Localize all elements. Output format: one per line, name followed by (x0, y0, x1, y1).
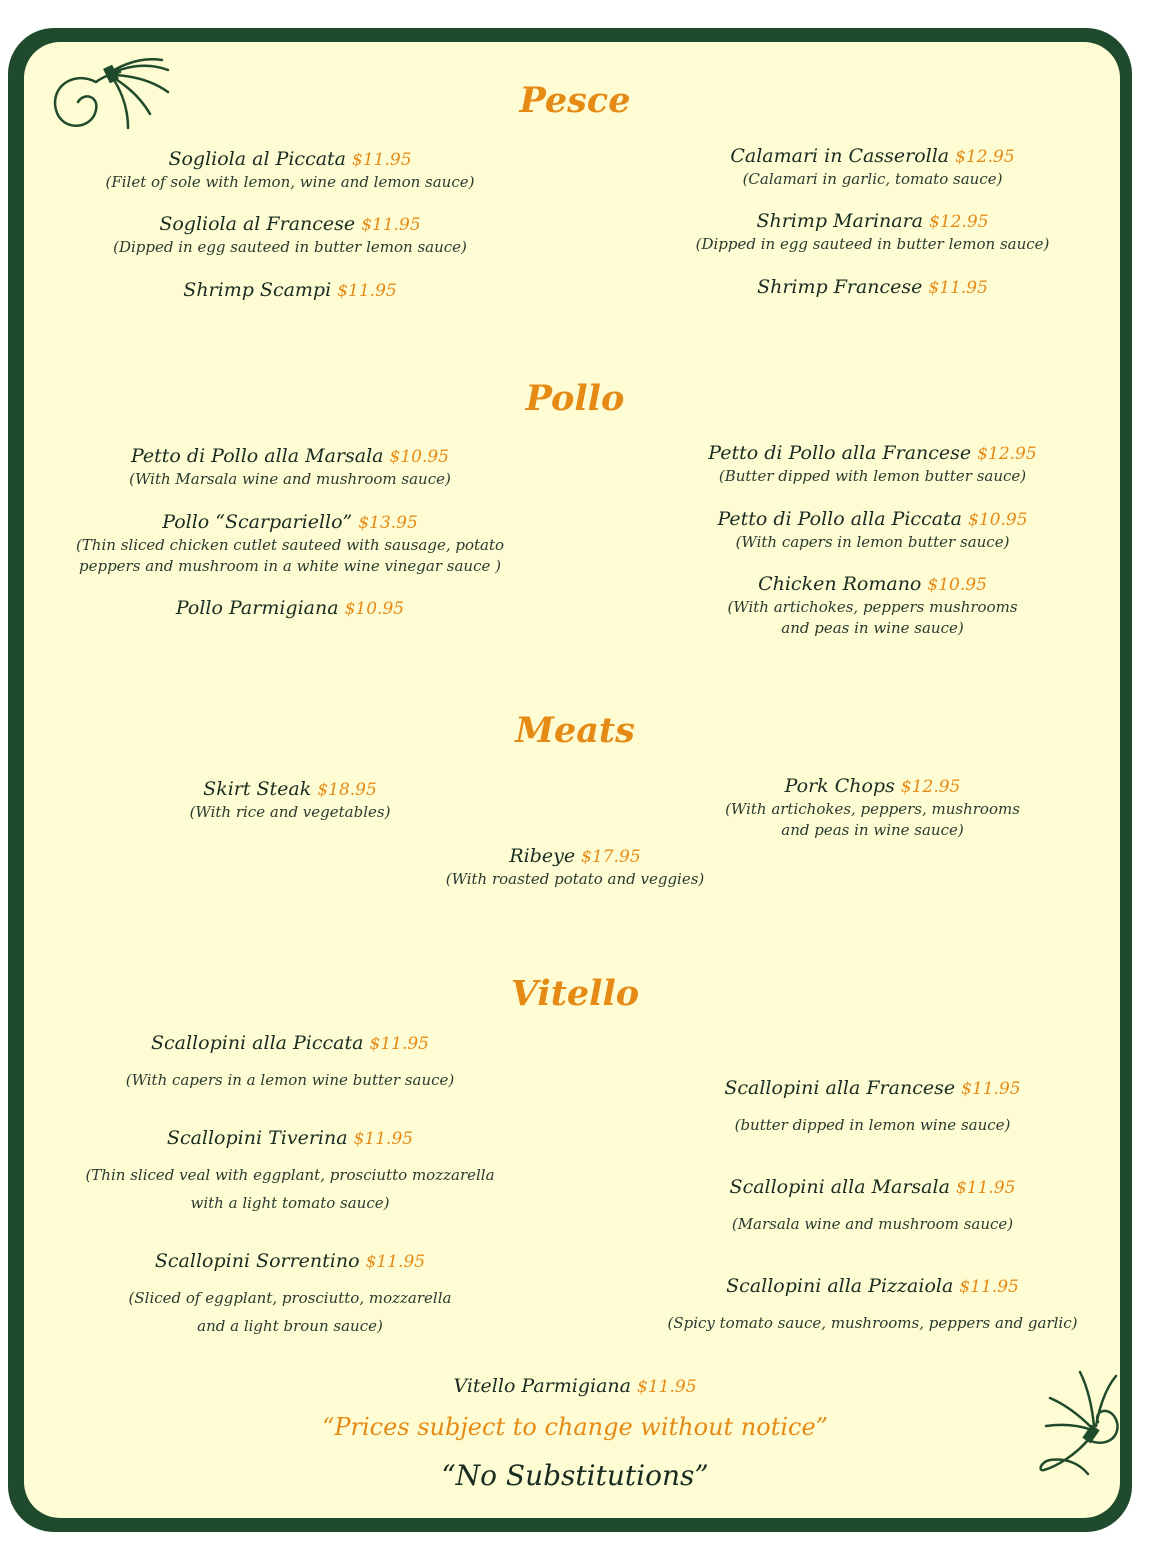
item-name: Sogliola al Francese (159, 213, 356, 235)
item-description: and a light broun sauce) (197, 1317, 383, 1335)
item-name: Shrimp Scampi (183, 279, 332, 301)
item-name: Pork Chops (784, 775, 895, 797)
item-description: (Marsala wine and mushroom sauce) (731, 1215, 1014, 1233)
menu-item (600, 209, 1145, 255)
item-price: $10.95 (344, 599, 405, 619)
item-price: $12.95 (955, 147, 1015, 167)
item-description: (Thin sliced chicken cutlet sauteed with sausage, potato (75, 536, 505, 554)
item-description: (Dipped in egg sauteed in butter lemon sauce) (113, 238, 467, 256)
item-description: (butter dipped in lemon wine sauce) (734, 1116, 1011, 1134)
item-name: Skirt Steak (203, 778, 312, 800)
item-name: Scallopini alla Piccata (151, 1032, 364, 1054)
menu-item (20, 777, 560, 823)
menu-item (20, 510, 560, 577)
menu-item (20, 444, 560, 490)
menu-item (600, 1076, 1145, 1139)
item-description: (With capers in a lemon wine butter sauce) (125, 1071, 455, 1089)
item-description: (With capers in lemon butter sauce) (735, 533, 1010, 551)
menu-item (20, 596, 560, 621)
item-price: $12.95 (929, 212, 989, 232)
item-price: $11.95 (369, 1034, 429, 1054)
menu-item (20, 278, 560, 303)
item-name: Shrimp Marinara (756, 210, 923, 232)
menu-item (600, 507, 1145, 553)
item-description: (With roasted potato and veggies) (445, 870, 705, 888)
item-price: $12.95 (977, 444, 1037, 464)
item-price: $17.95 (581, 847, 641, 867)
item-description: and peas in wine sauce) (781, 821, 964, 839)
section-title-vitello: Vitello (510, 973, 640, 1014)
item-price: $11.95 (352, 150, 412, 170)
item-name: Pollo Parmigiana (175, 597, 339, 619)
menu-item (20, 1031, 560, 1094)
item-price: $10.95 (927, 575, 987, 595)
menu-item (600, 1274, 1145, 1337)
item-name: Sogliola al Piccata (168, 148, 346, 170)
menu-item (600, 572, 1145, 639)
item-name: Calamari in Casserolla (730, 145, 950, 167)
item-price: $12.95 (900, 777, 961, 797)
item-description: (Calamari in garlic, tomato sauce) (742, 170, 1003, 188)
menu-item (600, 144, 1145, 190)
item-price: $10.95 (968, 510, 1028, 530)
item-description: (With rice and vegetables) (189, 803, 391, 821)
item-description: (Thin sliced veal with eggplant, prosciutto mozzarella (85, 1166, 495, 1184)
item-name: Petto di Pollo alla Piccata (717, 508, 963, 530)
menu-item (600, 1175, 1145, 1238)
item-description: and peas in wine sauce) (781, 619, 964, 637)
item-name: Scallopini Sorrentino (154, 1250, 360, 1272)
item-price: $13.95 (358, 513, 418, 533)
item-price: $11.95 (961, 1079, 1021, 1099)
item-description: (With artichokes, peppers, mushrooms (725, 800, 1020, 818)
item-name: Shrimp Francese (757, 276, 923, 298)
item-name: Scallopini alla Marsala (729, 1176, 950, 1198)
menu-item (20, 212, 560, 258)
section-title-pollo: Pollo (525, 378, 625, 419)
item-description: with a light tomato sauce) (190, 1194, 390, 1212)
menu-item (20, 1249, 560, 1340)
item-description: (Spicy tomato sauce, mushrooms, peppers and garlic) (667, 1314, 1078, 1332)
item-name: Ribeye (509, 845, 576, 867)
item-price: $11.95 (959, 1277, 1019, 1297)
menu-item (600, 774, 1145, 841)
item-price: $10.95 (389, 447, 449, 467)
item-price: $11.95 (955, 1178, 1016, 1198)
no-substitutions-notice: “No Substitutions” (441, 1459, 709, 1492)
item-name: Vitello Parmigiana (453, 1375, 631, 1397)
prices-notice: “Prices subject to change without notice” (322, 1413, 828, 1441)
item-price: $11.95 (361, 215, 421, 235)
item-description: (Sliced of eggplant, prosciutto, mozzarella (128, 1289, 452, 1307)
item-name: Pollo “Scarpariello” (162, 511, 353, 533)
menu-item (20, 1126, 560, 1217)
menu-item (600, 275, 1145, 300)
item-name: Petto di Pollo alla Francese (708, 442, 972, 464)
item-name: Petto di Pollo alla Marsala (130, 445, 384, 467)
item-description: (With artichokes, peppers mushrooms (727, 598, 1018, 616)
item-description: (Dipped in egg sauteed in butter lemon sauce) (695, 235, 1050, 253)
item-name: Scallopini alla Pizzaiola (726, 1275, 954, 1297)
item-name: Chicken Romano (758, 573, 922, 595)
item-name: Scallopini Tiverina (166, 1127, 348, 1149)
item-price: $11.95 (928, 278, 988, 298)
item-price: $11.95 (337, 281, 397, 301)
item-description: (Filet of sole with lemon, wine and lemon sauce) (105, 173, 475, 191)
menu-item (300, 1374, 850, 1399)
item-description: (With Marsala wine and mushroom sauce) (129, 470, 451, 488)
item-price: $11.95 (365, 1252, 426, 1272)
menu-item (300, 844, 850, 890)
menu-item (20, 147, 560, 193)
section-title-meats: Meats (515, 710, 635, 751)
item-price: $11.95 (353, 1129, 414, 1149)
item-description: peppers and mushroom in a white wine vinegar sauce ) (79, 557, 501, 575)
item-name: Scallopini alla Francese (724, 1077, 956, 1099)
item-price: $11.95 (637, 1377, 697, 1397)
menu-item (600, 441, 1145, 487)
item-price: $18.95 (317, 780, 377, 800)
item-description: (Butter dipped with lemon butter sauce) (718, 467, 1027, 485)
section-title-pesce: Pesce (519, 80, 631, 121)
